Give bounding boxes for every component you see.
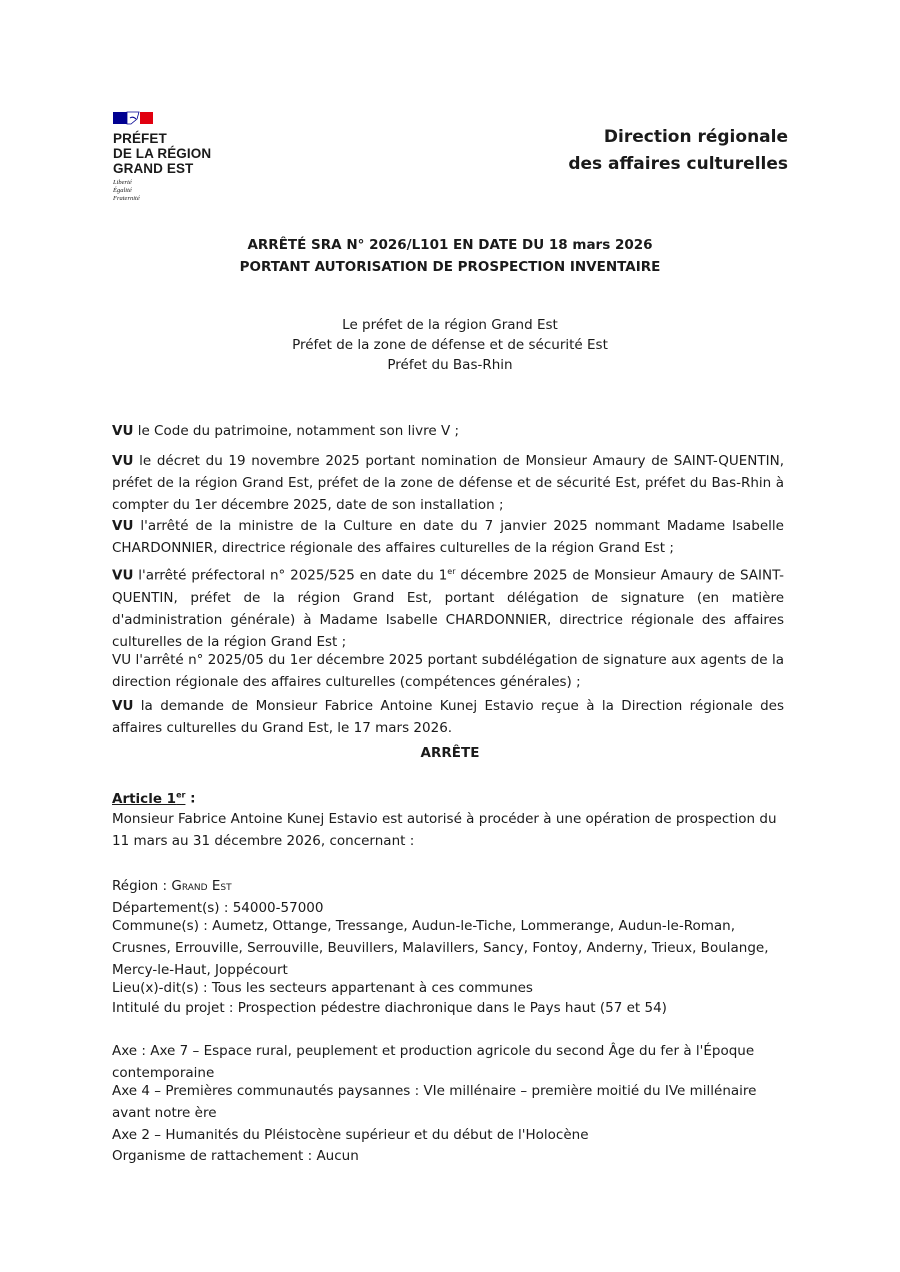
vu-text: le Code du patrimoine, notamment son livre V ; bbox=[133, 423, 460, 439]
document-title bbox=[0, 234, 900, 278]
prefect-line: Le préfet de la région Grand Est bbox=[342, 317, 558, 333]
vu-text: la demande de Monsieur Fabrice Antoine Kunej Estavio reçue à la Direction régionale des affaires culturelles du Grand Est, le 17 mars 2026. bbox=[112, 698, 784, 736]
lieux-line: Lieu(x)-dit(s) : Tous les secteurs appartenant à ces communes bbox=[112, 980, 533, 996]
article-text: Monsieur Fabrice Antoine Kunej Estavio est autorisé à procéder à une opération de prospection du 11 mars au 31 décembre 2026, concernant : bbox=[112, 811, 777, 849]
vu-sup: er bbox=[447, 567, 456, 576]
direction-line: Direction régionale bbox=[603, 127, 788, 147]
motto-line: Liberté bbox=[113, 179, 132, 186]
communes-line: Commune(s) : Aumetz, Ottange, Tressange, Audun-le-Tiche, Lommerange, Audun-le-Roman, Crusnes, Errouville, Serrouville, Beuvillers, Malavillers, Sancy, Fontoy, Anderny, Trieux, Boulange, Mercy-le-Haut, Joppécourt bbox=[112, 918, 769, 978]
vu-label: VU bbox=[112, 453, 134, 469]
article-label-text: Article 1 bbox=[112, 790, 177, 807]
intitule-line: Intitulé du projet : Prospection pédestre diachronique dans le Pays haut (57 et 54) bbox=[112, 1000, 667, 1016]
arrete-heading: ARRÊTE bbox=[420, 745, 480, 761]
axe-line: Axe 2 – Humanités du Pléistocène supérieur et du début de l'Holocène bbox=[112, 1127, 589, 1143]
vu-clause bbox=[112, 450, 784, 516]
motto-line: Égalité bbox=[113, 187, 132, 194]
vu-label: VU bbox=[112, 518, 134, 534]
vu-text: l'arrêté préfectoral n° 2025/525 en date du 1 bbox=[133, 567, 448, 584]
prefect-line: Préfet de la zone de défense et de sécurité Est bbox=[292, 337, 608, 353]
vu-text: le décret du 19 novembre 2025 portant nomination de Monsieur Amaury de SAINT-QUENTIN, préfet de la région Grand Est, préfet de la zone de défense et de sécurité Est, préfet du Bas-Rhin à compter du 1er décembre 2025, date de son installation ; bbox=[112, 453, 784, 513]
marianne-icon bbox=[113, 110, 153, 126]
vu-clause bbox=[112, 649, 784, 693]
vu-clause bbox=[112, 420, 784, 442]
vu-text: décembre 2025 de Monsieur Amaury de SAINT-QUENTIN, préfet de la région Grand Est, portant délégation de signature (en matière d'administration générale) à Madame Isabelle CHARDONNIER, directrice régionale des affaires culturelles de la région Grand Est ; bbox=[112, 567, 784, 650]
organisme-line: Organisme de rattachement : Aucun bbox=[112, 1148, 359, 1164]
vu-label: VU bbox=[112, 567, 134, 584]
title-line: PORTANT AUTORISATION DE PROSPECTION INVENTAIRE bbox=[239, 259, 661, 275]
logo-line: GRAND EST bbox=[113, 161, 194, 176]
vu-label: VU bbox=[112, 423, 134, 439]
axe-line: Axe 4 – Premières communautés paysannes : VIe millénaire – première moitié du IVe millénaire avant notre ère bbox=[112, 1083, 757, 1121]
republic-motto bbox=[113, 179, 243, 203]
vu-clause bbox=[112, 515, 784, 559]
logo-line: PRÉFET bbox=[113, 131, 167, 146]
logo-line: DE LA RÉGION bbox=[113, 146, 212, 161]
prefecture-logo bbox=[113, 110, 243, 203]
region-value: Grand Est bbox=[171, 878, 232, 894]
article-heading bbox=[112, 790, 196, 807]
axe-line: Axe : Axe 7 – Espace rural, peuplement et production agricole du second Âge du fer à l'Époque contemporaine bbox=[112, 1043, 755, 1081]
article-colon: : bbox=[185, 790, 196, 807]
departements-line: Département(s) : 54000-57000 bbox=[112, 900, 324, 916]
vu-label: VU bbox=[112, 698, 134, 714]
prefect-block bbox=[0, 315, 900, 375]
title-line: ARRÊTÉ SRA N° 2026/L101 EN DATE DU 18 mars 2026 bbox=[247, 237, 653, 253]
direction-heading bbox=[568, 124, 788, 178]
vu-text: l'arrêté de la ministre de la Culture en date du 7 janvier 2025 nommant Madame Isabelle CHARDONNIER, directrice régionale des affaires culturelles de la région Grand Est ; bbox=[112, 518, 784, 556]
prefect-line: Préfet du Bas-Rhin bbox=[387, 357, 513, 373]
vu-clause bbox=[112, 561, 784, 653]
article-label bbox=[112, 791, 185, 807]
motto-line: Fraternité bbox=[113, 195, 140, 202]
vu-clause bbox=[112, 695, 784, 739]
direction-line: des affaires culturelles bbox=[568, 154, 788, 174]
region-line bbox=[112, 875, 784, 897]
article-sup: er bbox=[176, 790, 186, 799]
region-label: Région : bbox=[112, 878, 172, 894]
vu-text: VU l'arrêté n° 2025/05 du 1er décembre 2025 portant subdélégation de signature aux agents de la direction régionale des affaires culturelles (compétences générales) ; bbox=[112, 652, 784, 690]
